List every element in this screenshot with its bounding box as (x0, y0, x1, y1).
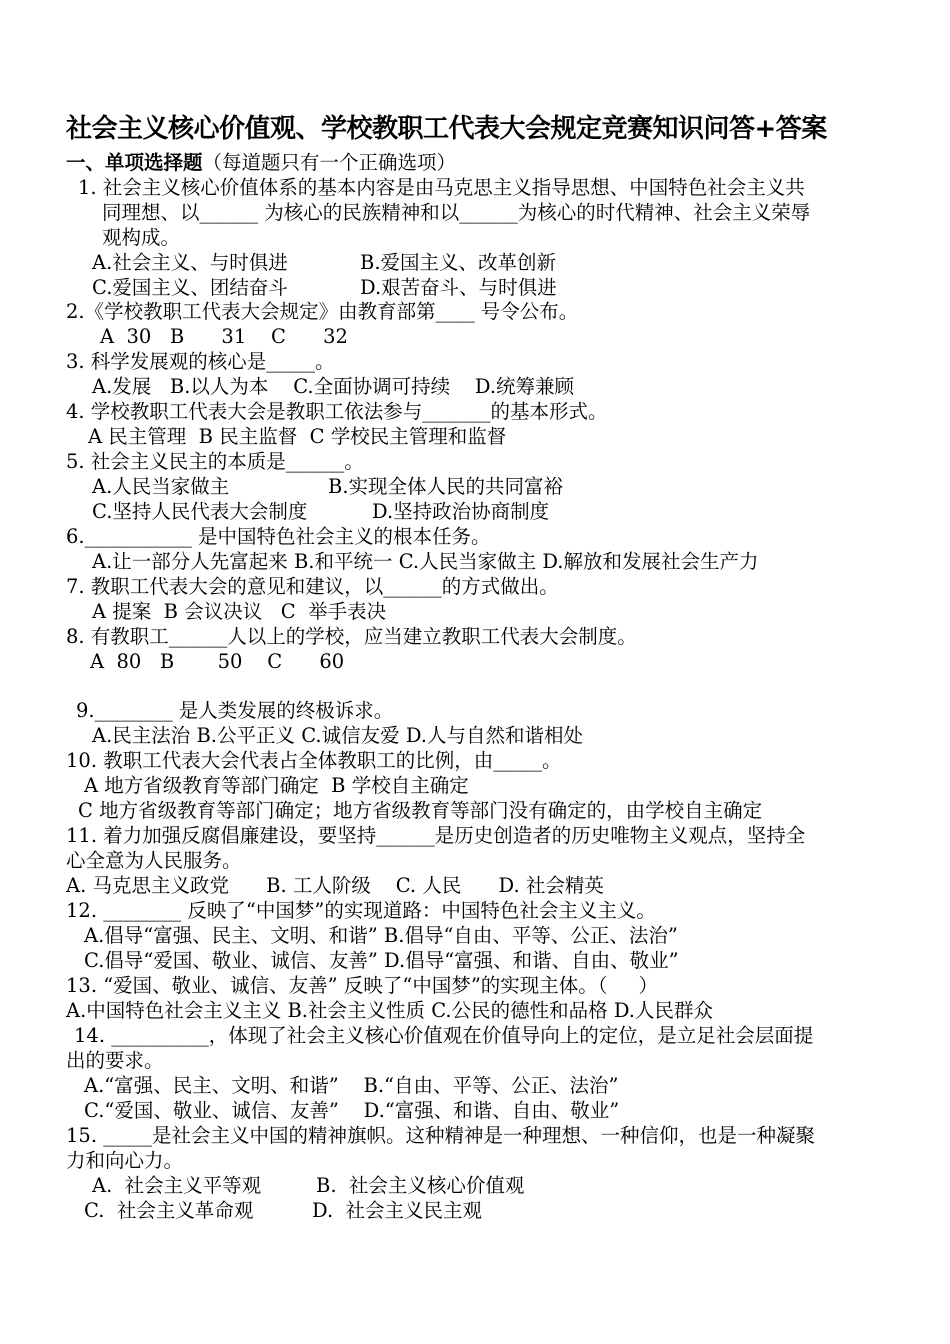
q4-options: A 民主管理 B 民主监督 C 学校民主管理和监督 (88, 425, 507, 448)
q12-options-b: C.倡导“爱国、敬业、诚信、友善” D.倡导“富强、和谐、自由、敬业” (84, 949, 679, 972)
q1-line-a: 1. 社会主义核心价值体系的基本内容是由马克思主义指导思想、中国特色社会主义共 (78, 176, 805, 199)
q14-options-b: C.“爱国、敬业、诚信、友善” D.“富强、和谐、自由、敬业” (84, 1099, 620, 1122)
q3-line: 3. 科学发展观的核心是_____。 (66, 350, 335, 373)
q10-options-b: C 地方省级教育等部门确定；地方省级教育等部门没有确定的，由学校自主确定 (78, 799, 763, 822)
q7-options: A 提案 B 会议决议 C 举手表决 (92, 600, 387, 623)
q11-options: A. 马克思主义政党 B. 工人阶级 C. 人民 D. 社会精英 (66, 874, 604, 897)
q10-line: 10. 教职工代表大会代表占全体教职工的比例，由_____。 (66, 749, 562, 772)
q15-option-c: C. 社会主义革命观 (84, 1199, 254, 1222)
q11-line-b: 心全意为人民服务。 (66, 849, 242, 872)
q11-line-a: 11. 着力加强反腐倡廉建设，要坚持______是历史创造者的历史唯物主义观点，坚持全 (66, 824, 806, 847)
q4-line: 4. 学校教职工代表大会是教职工依法参与_______的基本形式。 (66, 400, 608, 423)
q14-line-a: 14. __________，体现了社会主义核心价值观在价值导向上的定位，是立足社会层面提 (74, 1024, 814, 1047)
q1-option-a: A.社会主义、与时俱进 (92, 251, 288, 274)
q9-options: A.民主法治 B.公平正义 C.诚信友爱 D.人与自然和谐相处 (92, 724, 583, 747)
q8-line: 8. 有教职工______人以上的学校，应当建立教职工代表大会制度。 (66, 625, 637, 648)
q15-line-a: 15. _____是社会主义中国的精神旗帜。这种精神是一种理想、一种信仰，也是一种凝聚 (66, 1124, 815, 1147)
q6-line: 6.___________ 是中国特色社会主义的根本任务。 (66, 525, 491, 548)
q14-options-a: A.“富强、民主、文明、和谐” B.“自由、平等、公正、法治” (84, 1074, 619, 1097)
q12-line: 12. ________ 反映了“中国梦”的实现道路：中国特色社会主义主义。 (66, 899, 656, 922)
q15-line-b: 力和向心力。 (66, 1149, 184, 1172)
q3-options: A.发展 B.以人为本 C.全面协调可持续 D.统筹兼顾 (92, 375, 575, 398)
q8-options: A 80 B 50 C 60 (90, 650, 345, 673)
q10-options-a: A 地方省级教育等部门确定 B 学校自主确定 (84, 774, 469, 797)
q12-options-a: A.倡导“富强、民主、文明、和谐” B.倡导“自由、平等、公正、法治” (84, 924, 678, 947)
q2-line: 2.《学校教职工代表大会规定》由教育部第____ 号令公布。 (66, 300, 579, 323)
q15-option-a: A. 社会主义平等观 (92, 1174, 262, 1197)
q5-option-d: D.坚持政治协商制度 (372, 500, 550, 523)
q5-line: 5. 社会主义民主的本质是______。 (66, 450, 364, 473)
q2-options: A 30 B 31 C 32 (100, 325, 348, 348)
section-head-note: （每道题只有一个正确选项） (202, 151, 457, 174)
q15-option-b: B. 社会主义核心价值观 (316, 1174, 525, 1197)
q13-line: 13. “爱国、敬业、诚信、友善” 反映了“中国梦”的实现主体。（ ） (66, 974, 659, 997)
q7-line: 7. 教职工代表大会的意见和建议，以______的方式做出。 (66, 575, 559, 598)
section-heading (66, 150, 456, 175)
section-head-label: 一、单项选择题 (66, 151, 203, 174)
q1-option-d: D.艰苦奋斗、与时俱进 (360, 276, 557, 299)
q1-option-c: C.爱国主义、团结奋斗 (92, 276, 288, 299)
q1-line-c: 观构成。 (102, 226, 181, 249)
q13-options: A.中国特色社会主义主义 B.社会主义性质 C.公民的德性和品格 D.人民群众 (66, 999, 713, 1022)
q9-line: 9.________ 是人类发展的终极诉求。 (76, 699, 394, 722)
q5-option-a: A.人民当家做主 (92, 475, 230, 498)
q1-option-b: B.爱国主义、改革创新 (360, 251, 557, 274)
q14-line-b: 出的要求。 (66, 1049, 164, 1072)
q15-option-d: D. 社会主义民主观 (312, 1199, 483, 1222)
q1-line-b: 同理想、以______ 为核心的民族精神和以______为核心的时代精神、社会主义荣辱 (102, 201, 811, 224)
q5-option-c: C.坚持人民代表大会制度 (92, 500, 308, 523)
document-title: 社会主义核心价值观、学校教职工代表大会规定竞赛知识问答+答案 (66, 114, 827, 144)
q5-option-b: B.实现全体人民的共同富裕 (328, 475, 564, 498)
q6-options: A.让一部分人先富起来 B.和平统一 C.人民当家做主 D.解放和发展社会生产力 (92, 550, 759, 573)
